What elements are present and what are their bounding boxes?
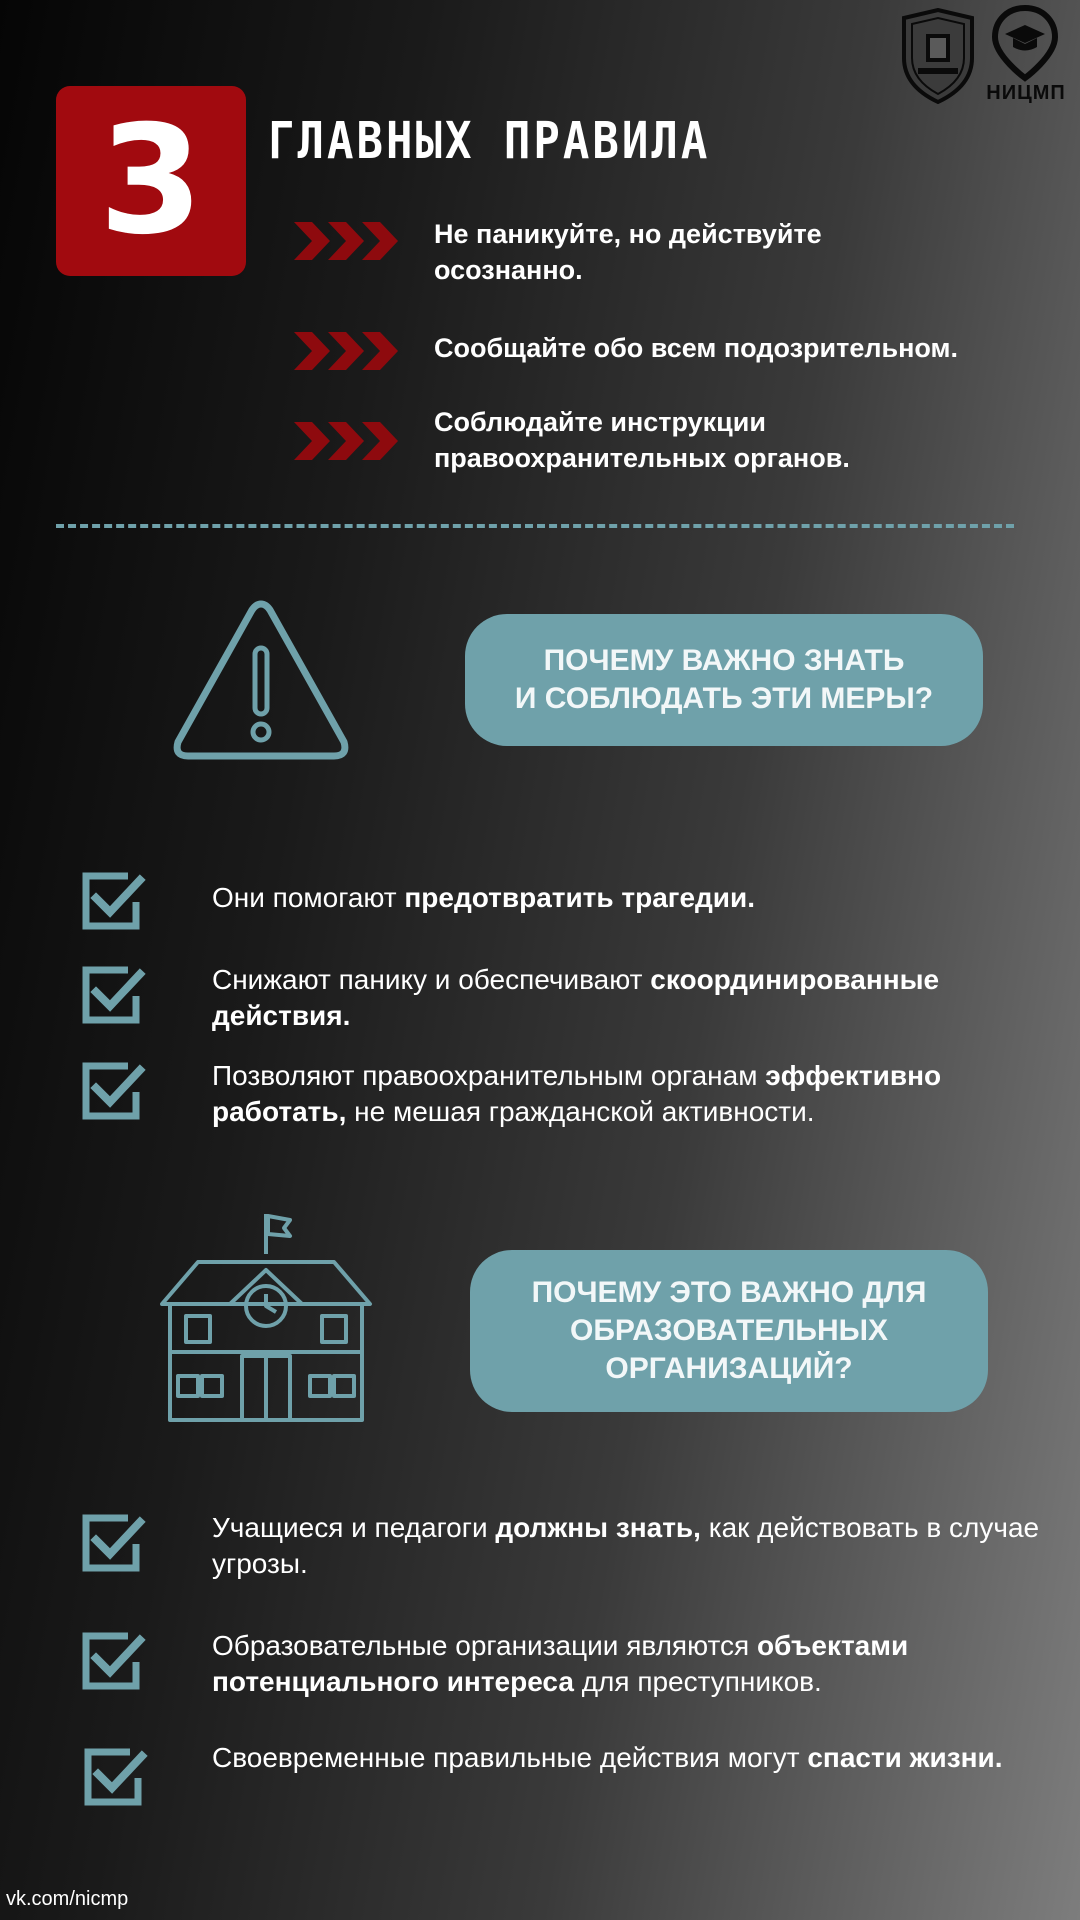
footer-link[interactable]: vk.com/nicmp	[6, 1888, 129, 1910]
list-item: Они помогают предотвратить трагедии.	[212, 882, 755, 913]
triple-chevron-icon	[290, 416, 400, 466]
rule-item	[290, 326, 1050, 376]
list-item: Своевременные правильные действия могут спасти жизни.	[212, 1742, 1003, 1773]
rule-item	[290, 407, 1050, 476]
organization-logo-text: НИЦМП	[986, 82, 1066, 104]
question-pill-why-education: ПОЧЕМУ ЭТО ВАЖНО ДЛЯ ОБРАЗОВАТЕЛЬНЫХ ОРГАНИЗАЦИЙ?	[470, 1250, 988, 1412]
list-item: Учащиеся и педагоги должны знать, как действовать в случае угрозы.	[212, 1512, 1040, 1579]
question-pill-why-important: ПОЧЕМУ ВАЖНО ЗНАТЬ И СОБЛЮДАТЬ ЭТИ МЕРЫ?	[465, 614, 983, 746]
list-item: Образовательные организации являются объектами потенциального интереса для преступников.	[212, 1630, 909, 1697]
checkbox-checked-icon	[78, 1628, 146, 1694]
checkbox-checked-icon	[80, 1744, 148, 1810]
triple-chevron-icon	[290, 326, 400, 376]
rules-number-badge	[56, 86, 246, 276]
checkbox-checked-icon	[78, 962, 146, 1028]
rule-text: Сообщайте обо всем подозрительном.	[434, 333, 959, 363]
warning-triangle-icon	[170, 596, 352, 764]
rule-text: Не паникуйте, но действуйте осознанно.	[434, 219, 822, 285]
rule-text: Соблюдайте инструкции правоохранительных органов.	[434, 407, 850, 473]
list-item: Позволяют правоохранительным органам эффективно работать, не мешая гражданской активности.	[212, 1060, 942, 1127]
checkbox-checked-icon	[78, 1058, 146, 1124]
checkbox-checked-icon	[78, 868, 146, 934]
school-building-icon	[156, 1210, 376, 1424]
rule-item	[290, 216, 1050, 288]
location-pin-graduation-cap-icon	[990, 4, 1060, 82]
shield-emblem-icon	[898, 8, 978, 104]
checkbox-checked-icon	[78, 1510, 146, 1576]
triple-chevron-icon	[290, 216, 400, 266]
rules-title: ГЛАВНЫХ ПРАВИЛА	[268, 112, 711, 171]
dashed-divider	[56, 524, 1014, 528]
rules-number: 3	[98, 94, 204, 268]
list-item: Снижают панику и обеспечивают скоординированные действия.	[212, 964, 940, 1031]
